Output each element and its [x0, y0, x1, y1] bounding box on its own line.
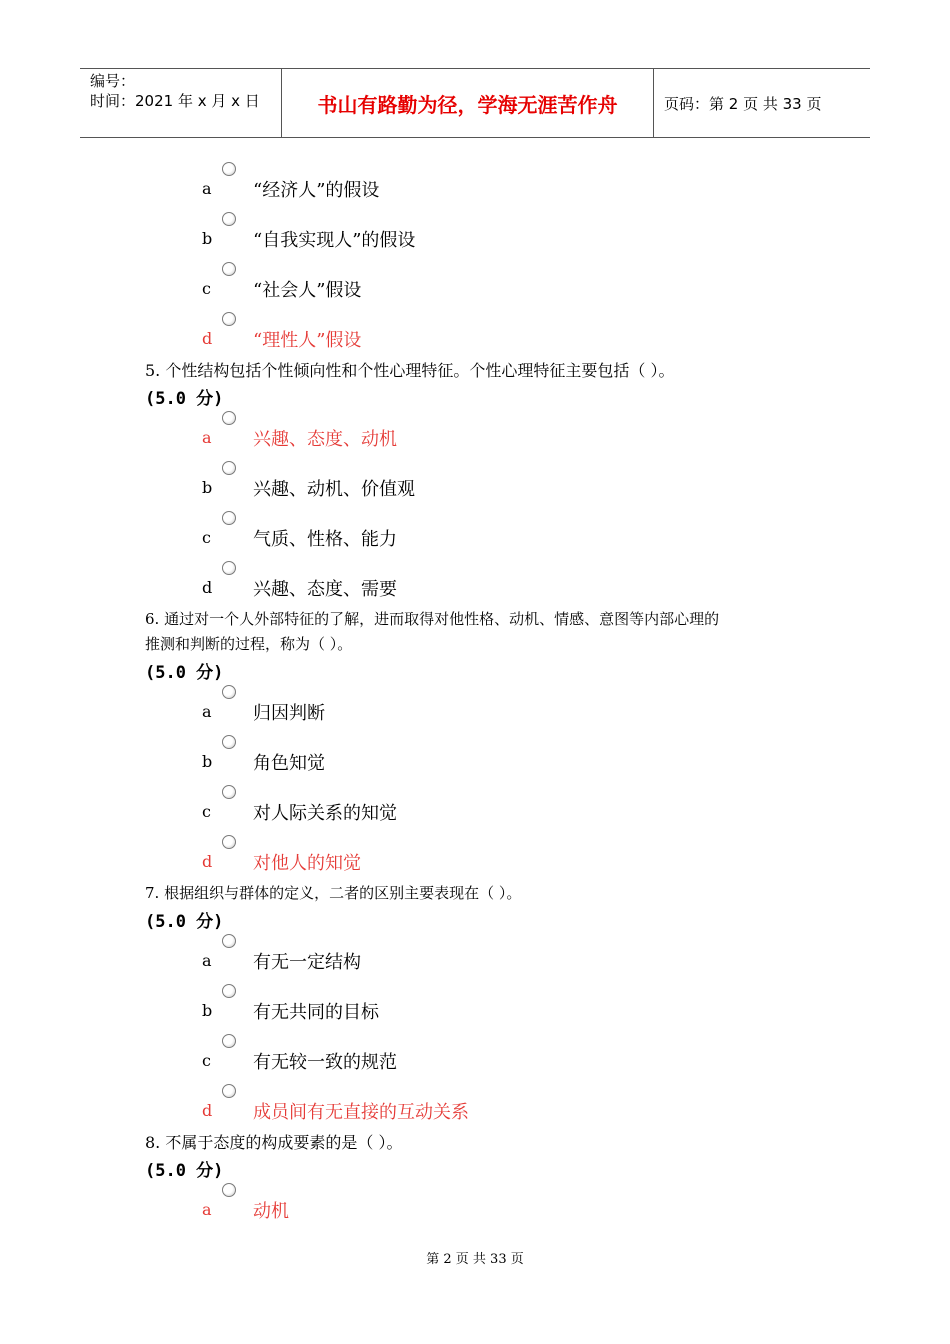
option-letter: b [202, 478, 213, 497]
option-text: 有无共同的目标 [253, 1002, 379, 1023]
q8-score: (5.0 分) [145, 1161, 224, 1181]
option-text: 兴趣、态度、需要 [253, 579, 397, 600]
option-letter: a [202, 702, 212, 721]
option-text: 有无较一致的规范 [253, 1052, 397, 1073]
radio-icon[interactable] [222, 835, 236, 849]
q6-score: (5.0 分) [145, 663, 224, 683]
option-text: 有无一定结构 [253, 952, 361, 973]
radio-icon[interactable] [222, 785, 236, 799]
radio-icon[interactable] [222, 735, 236, 749]
radio-icon[interactable] [222, 162, 236, 176]
option-text: “经济人”的假设 [253, 180, 380, 201]
option-letter: a [202, 951, 212, 970]
q6-question-line-2: 推测和判断的过程，称为（ ）。 [145, 635, 353, 653]
option-letter: d [202, 329, 213, 348]
q6-question-text [145, 607, 805, 657]
option-text: 兴趣、态度、动机 [253, 429, 397, 450]
option-text: 成员间有无直接的互动关系 [253, 1102, 469, 1123]
option-text: 气质、性格、能力 [253, 529, 397, 550]
page-header [80, 68, 870, 138]
radio-icon[interactable] [222, 212, 236, 226]
option-letter: c [202, 1051, 211, 1070]
radio-icon[interactable] [222, 511, 236, 525]
q5-score: (5.0 分) [145, 389, 224, 409]
radio-icon[interactable] [222, 1084, 236, 1098]
q5-question-text: 5. 个性结构包括个性倾向性和个性心理特征。个性心理特征主要包括（ ）。 [145, 361, 675, 380]
page-footer: 第 2 页 共 33 页 [426, 1252, 524, 1267]
option-letter: a [202, 179, 212, 198]
option-letter: d [202, 1101, 213, 1120]
option-text: “社会人”假设 [253, 280, 362, 301]
radio-icon[interactable] [222, 312, 236, 326]
option-text: 动机 [253, 1201, 289, 1222]
radio-icon[interactable] [222, 262, 236, 276]
time-label: 时间：2021 年 x 月 x 日 [90, 92, 260, 110]
radio-icon[interactable] [222, 561, 236, 575]
option-letter: a [202, 1200, 212, 1219]
option-text: 对人际关系的知觉 [253, 803, 397, 824]
option-letter: d [202, 578, 213, 597]
option-text: “理性人”假设 [253, 330, 362, 351]
option-letter: a [202, 428, 212, 447]
q6-question-line-1: 6. 通过对一个人外部特征的了解，进而取得对他性格、动机、情感、意图等内部心理的 [145, 610, 720, 628]
option-letter: b [202, 1001, 213, 1020]
header-motto: 书山有路勤为径，学海无涯苦作舟 [281, 69, 654, 137]
radio-icon[interactable] [222, 984, 236, 998]
option-text: 兴趣、动机、价值观 [253, 479, 415, 500]
radio-icon[interactable] [222, 1183, 236, 1197]
header-page-info: 页码：第 2 页 共 33 页 [664, 94, 822, 113]
radio-icon[interactable] [222, 461, 236, 475]
q8-question-text: 8. 不属于态度的构成要素的是（ ）。 [145, 1133, 403, 1152]
number-label: 编号： [90, 72, 136, 90]
option-letter: b [202, 229, 213, 248]
option-text: 对他人的知觉 [253, 853, 361, 874]
header-meta [80, 69, 281, 137]
option-letter: c [202, 528, 211, 547]
option-letter: d [202, 852, 213, 871]
radio-icon[interactable] [222, 1034, 236, 1048]
option-letter: c [202, 802, 211, 821]
option-text: 归因判断 [253, 703, 325, 724]
q7-score: (5.0 分) [145, 912, 224, 932]
option-letter: c [202, 279, 211, 298]
radio-icon[interactable] [222, 685, 236, 699]
radio-icon[interactable] [222, 411, 236, 425]
option-text: 角色知觉 [253, 753, 325, 774]
option-letter: b [202, 752, 213, 771]
radio-icon[interactable] [222, 934, 236, 948]
q7-question-text: 7. 根据组织与群体的定义，二者的区别主要表现在（ ）。 [145, 884, 522, 902]
option-text: “自我实现人”的假设 [253, 230, 416, 251]
